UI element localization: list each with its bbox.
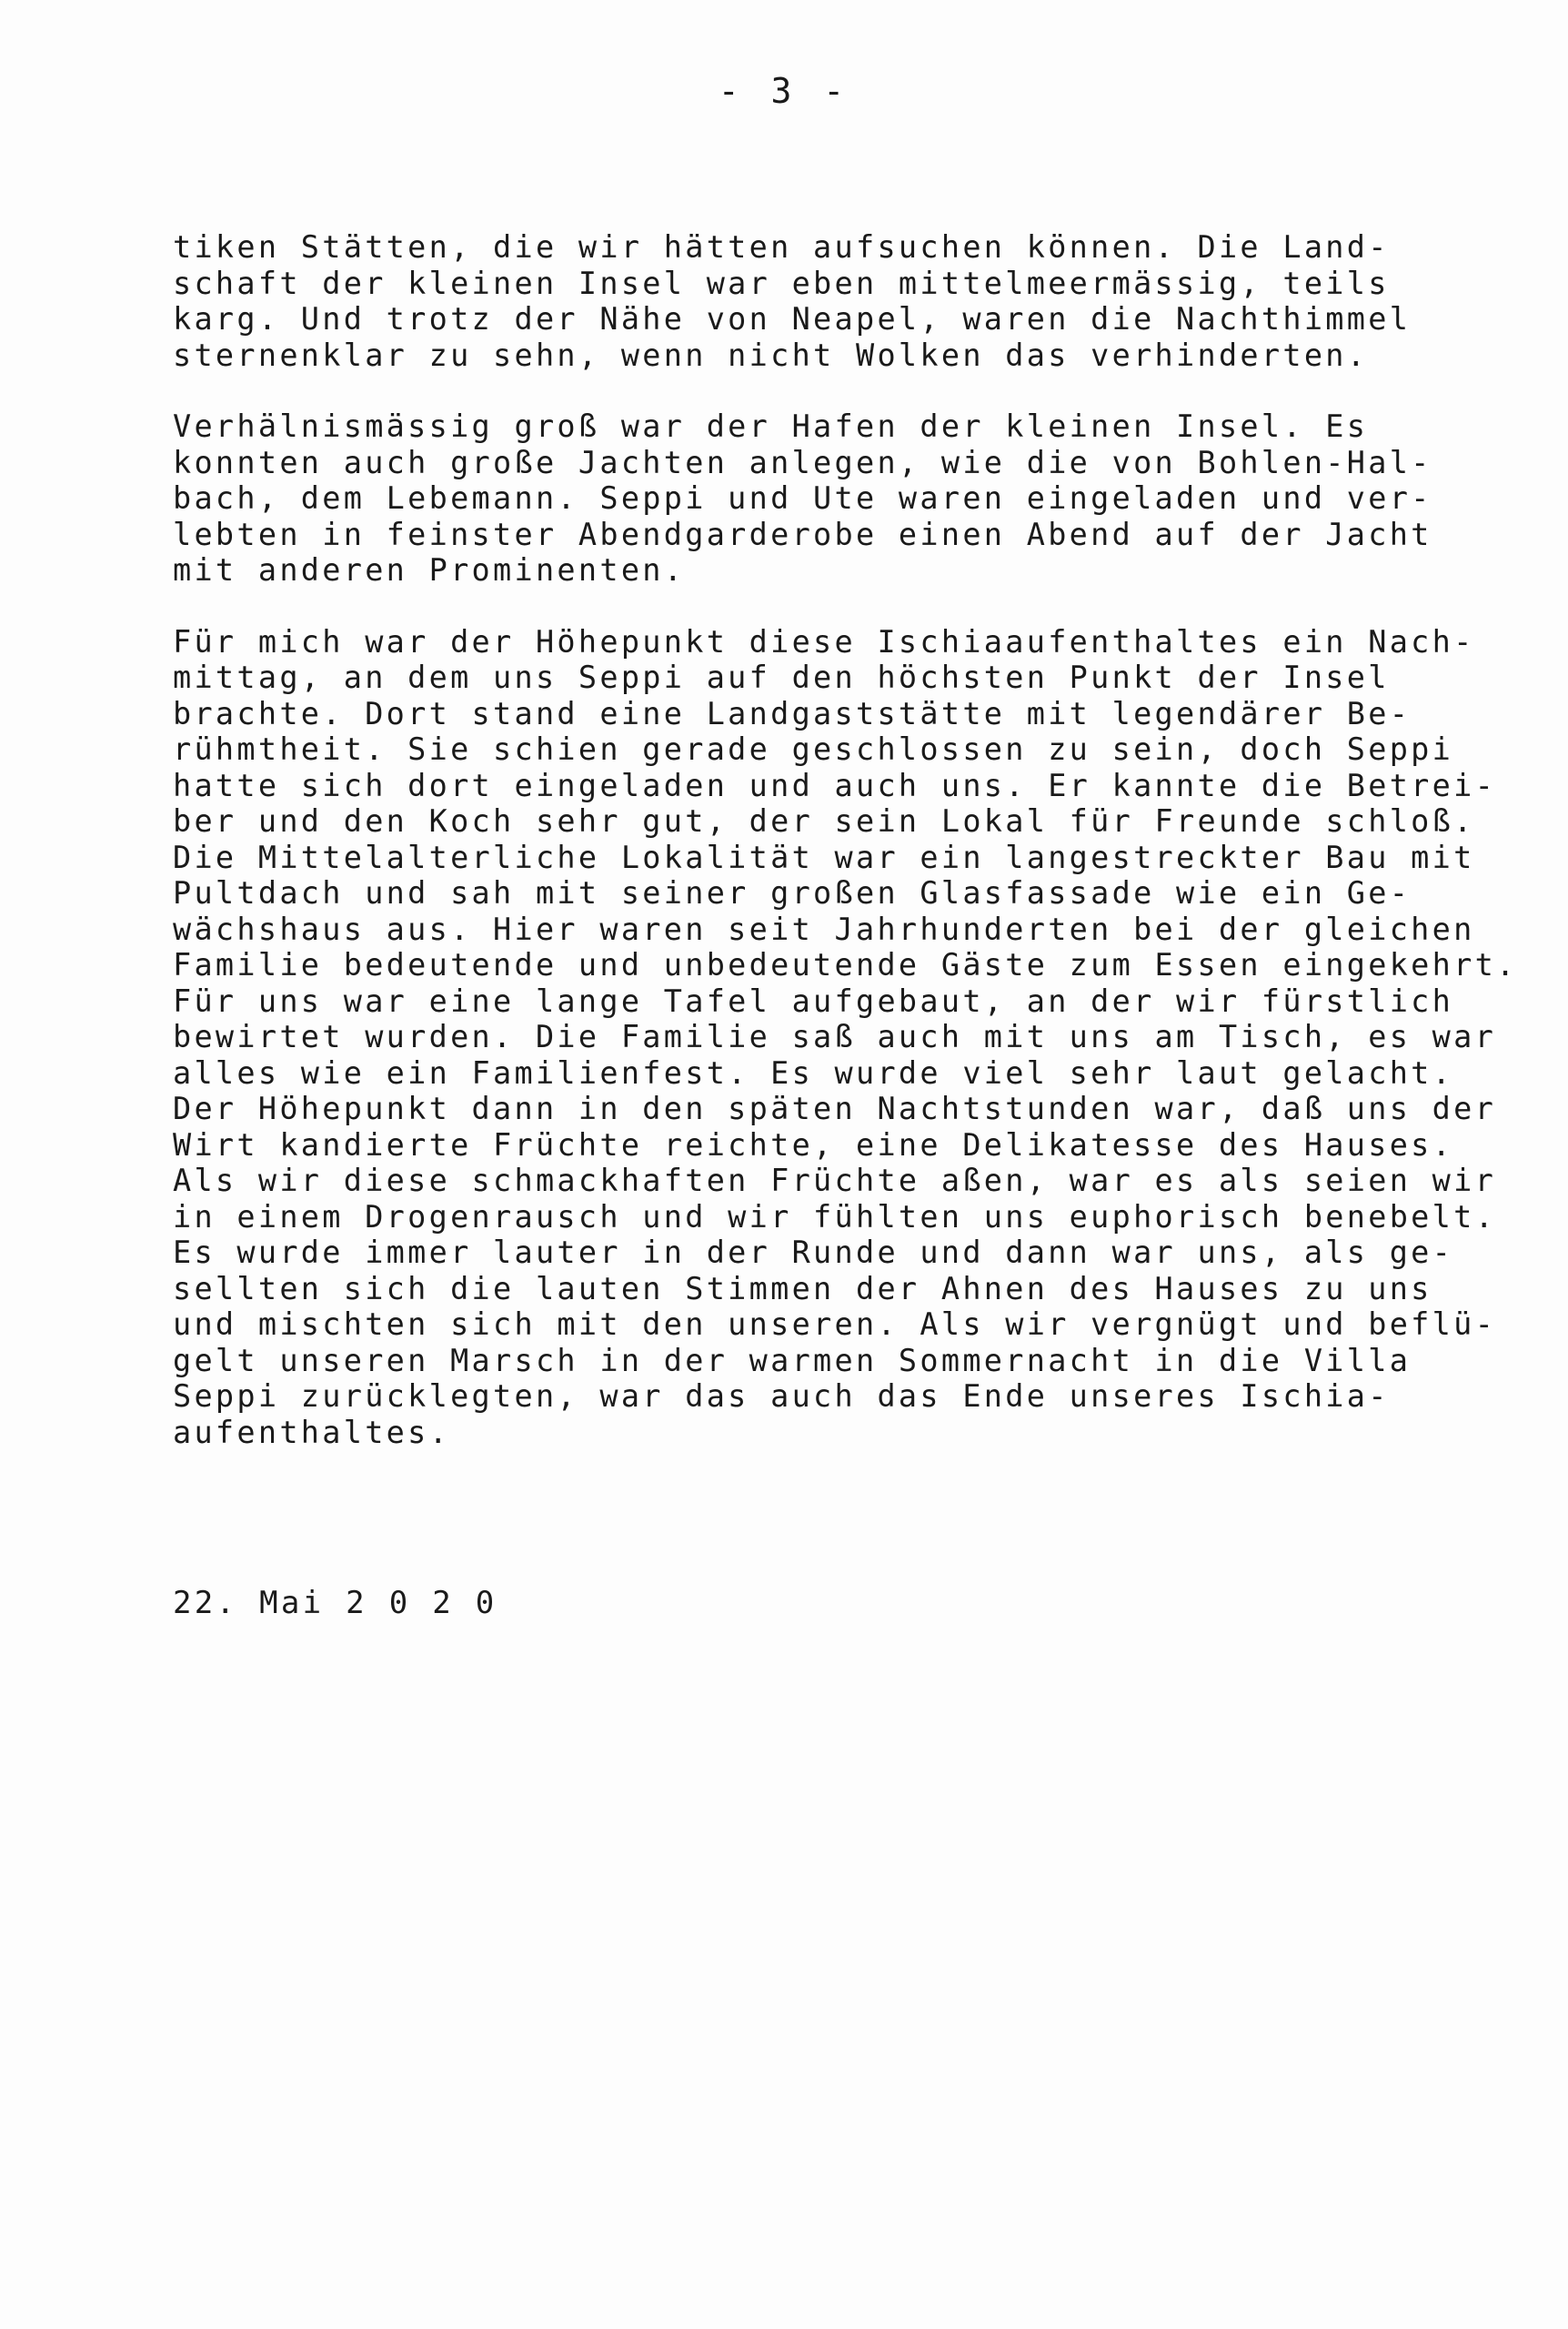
text-line: bewirtet wurden. Die Familie saß auch mit uns am Tisch, es war bbox=[173, 1019, 1497, 1054]
text-line: Verhälnismässig groß war der Hafen der kleinen Insel. Es bbox=[173, 408, 1369, 444]
paragraph-3 bbox=[173, 624, 1537, 1451]
text-line: schaft der kleinen Insel war eben mittelmeermässig, teils bbox=[173, 265, 1390, 301]
text-line: mit anderen Prominenten. bbox=[173, 552, 686, 588]
text-line: hatte sich dort eingeladen und auch uns. Er kannte die Betrei- bbox=[173, 767, 1497, 803]
text-line: wächshaus aus. Hier waren seit Jahrhunderten bei der gleichen bbox=[173, 911, 1475, 947]
text-line: lebten in feinster Abendgarderobe einen Abend auf der Jacht bbox=[173, 516, 1432, 552]
text-line: brachte. Dort stand eine Landgaststätte mit legendärer Be- bbox=[173, 695, 1412, 731]
text-line: ber und den Koch sehr gut, der sein Lokal für Freunde schloß. bbox=[173, 803, 1475, 839]
paragraph-1 bbox=[173, 229, 1537, 373]
text-line: tiken Stätten, die wir hätten aufsuchen können. Die Land- bbox=[173, 229, 1390, 265]
text-line: rühmtheit. Sie schien gerade geschlossen zu sein, doch Seppi bbox=[173, 731, 1454, 767]
text-line: konnten auch große Jachten anlegen, wie die von Bohlen-Hal- bbox=[173, 444, 1432, 480]
text-line: sellten sich die lauten Stimmen der Ahnen des Hauses zu uns bbox=[173, 1270, 1432, 1306]
paragraph-2 bbox=[173, 408, 1537, 589]
text-line: in einem Drogenrausch und wir fühlten uns euphorisch benebelt. bbox=[173, 1198, 1497, 1235]
page-number: - 3 - bbox=[718, 71, 850, 111]
text-line: Als wir diese schmackhaften Früchte aßen, war es als seien wir bbox=[173, 1163, 1497, 1198]
text-line: Es wurde immer lauter in der Runde und dann war uns, als ge- bbox=[173, 1235, 1454, 1270]
text-line: Pultdach und sah mit seiner großen Glasfassade wie ein Ge- bbox=[173, 875, 1412, 911]
text-line: alles wie ein Familienfest. Es wurde viel sehr laut gelacht. bbox=[173, 1054, 1454, 1091]
text-line: Familie bedeutende und unbedeutende Gäste zum Essen eingekehrt. bbox=[173, 947, 1518, 983]
text-line: karg. Und trotz der Nähe von Neapel, waren die Nachthimmel bbox=[173, 301, 1412, 337]
text-line: Der Höhepunkt dann in den späten Nachtstunden war, daß uns der bbox=[173, 1091, 1497, 1126]
text-line: Für mich war der Höhepunkt diese Ischiaaufenthaltes ein Nach- bbox=[173, 623, 1475, 660]
body-text bbox=[173, 229, 1537, 1486]
text-line: Die Mittelalterliche Lokalität war ein langestreckter Bau mit bbox=[173, 839, 1475, 875]
text-line: gelt unseren Marsch in der warmen Sommernacht in die Villa bbox=[173, 1342, 1412, 1378]
text-line: Seppi zurücklegten, war das auch das Ende unseres Ischia- bbox=[173, 1378, 1390, 1414]
text-line: und mischten sich mit den unseren. Als wir vergnügt und beflü- bbox=[173, 1306, 1497, 1342]
text-line: aufenthaltes. bbox=[173, 1414, 451, 1450]
text-line: bach, dem Lebemann. Seppi und Ute waren eingeladen und ver- bbox=[173, 480, 1432, 516]
text-line: mittag, an dem uns Seppi auf den höchsten Punkt der Insel bbox=[173, 660, 1390, 695]
closing-date: 22. Mai 2 0 2 0 bbox=[173, 1585, 498, 1621]
text-line: sternenklar zu sehn, wenn nicht Wolken das verhinderten. bbox=[173, 337, 1369, 373]
text-line: Wirt kandierte Früchte reichte, eine Delikatesse des Hauses. bbox=[173, 1126, 1454, 1163]
text-line: Für uns war eine lange Tafel aufgebaut, an der wir fürstlich bbox=[173, 983, 1454, 1019]
